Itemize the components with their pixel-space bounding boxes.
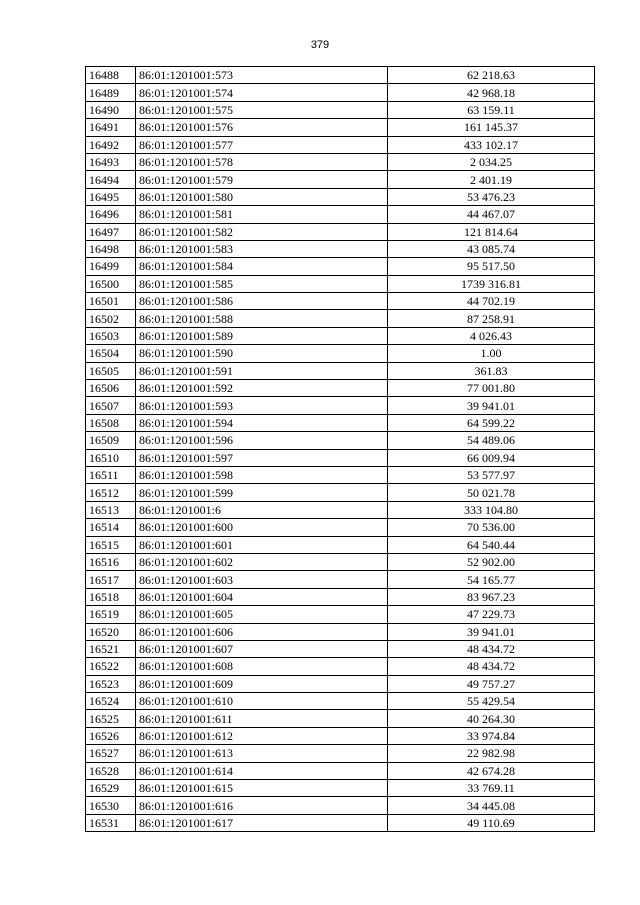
cadastral-number-cell: 86:01:1201001:6 — [136, 501, 388, 518]
cadastral-number-cell: 86:01:1201001:601 — [136, 536, 388, 553]
row-number-cell: 16525 — [86, 710, 136, 727]
cadastral-number-cell: 86:01:1201001:611 — [136, 710, 388, 727]
cadastral-number-cell: 86:01:1201001:573 — [136, 67, 388, 84]
cadastral-value-cell: 64 599.22 — [388, 414, 595, 431]
cadastral-value-cell: 49 757.27 — [388, 675, 595, 692]
table-row — [86, 67, 595, 84]
row-number-cell: 16519 — [86, 606, 136, 623]
cadastral-number-cell: 86:01:1201001:609 — [136, 675, 388, 692]
row-number-cell: 16526 — [86, 727, 136, 744]
cadastral-value-cell: 52 902.00 — [388, 553, 595, 570]
cadastral-number-cell: 86:01:1201001:594 — [136, 414, 388, 431]
page-number: 379 — [310, 39, 330, 51]
row-number-cell: 16504 — [86, 345, 136, 362]
cadastral-number-cell: 86:01:1201001:615 — [136, 780, 388, 797]
row-number-cell: 16527 — [86, 745, 136, 762]
cadastral-number-cell: 86:01:1201001:612 — [136, 727, 388, 744]
table-row — [86, 432, 595, 449]
cadastral-value-cell: 48 434.72 — [388, 640, 595, 657]
cadastral-value-cell: 2 034.25 — [388, 153, 595, 170]
row-number-cell: 16520 — [86, 623, 136, 640]
table-row — [86, 293, 595, 310]
table-row — [86, 153, 595, 170]
row-number-cell: 16498 — [86, 240, 136, 257]
row-number-cell: 16492 — [86, 136, 136, 153]
table-row — [86, 640, 595, 657]
row-number-cell: 16521 — [86, 640, 136, 657]
cadastral-number-cell: 86:01:1201001:599 — [136, 484, 388, 501]
row-number-cell: 16494 — [86, 171, 136, 188]
cadastral-number-cell: 86:01:1201001:584 — [136, 258, 388, 275]
table-row — [86, 693, 595, 710]
cadastral-number-cell: 86:01:1201001:575 — [136, 101, 388, 118]
row-number-cell: 16507 — [86, 397, 136, 414]
row-number-cell: 16508 — [86, 414, 136, 431]
cadastral-value-cell: 43 085.74 — [388, 240, 595, 257]
cadastral-number-cell: 86:01:1201001:600 — [136, 519, 388, 536]
cadastral-number-cell: 86:01:1201001:576 — [136, 119, 388, 136]
table-row — [86, 310, 595, 327]
cadastral-value-cell: 54 165.77 — [388, 571, 595, 588]
cadastral-number-cell: 86:01:1201001:580 — [136, 188, 388, 205]
row-number-cell: 16488 — [86, 67, 136, 84]
row-number-cell: 16505 — [86, 362, 136, 379]
table-row — [86, 762, 595, 779]
table-body — [86, 67, 595, 832]
row-number-cell: 16515 — [86, 536, 136, 553]
table-row — [86, 136, 595, 153]
cadastral-value-cell: 83 967.23 — [388, 588, 595, 605]
table-row — [86, 327, 595, 344]
cadastral-value-cell: 47 229.73 — [388, 606, 595, 623]
row-number-cell: 16506 — [86, 380, 136, 397]
table-row — [86, 606, 595, 623]
cadastral-value-cell: 39 941.01 — [388, 623, 595, 640]
cadastral-value-cell: 53 476.23 — [388, 188, 595, 205]
cadastral-value-cell: 2 401.19 — [388, 171, 595, 188]
table-row — [86, 275, 595, 292]
cadastral-value-cell: 4 026.43 — [388, 327, 595, 344]
row-number-cell: 16530 — [86, 797, 136, 814]
table-row — [86, 553, 595, 570]
row-number-cell: 16510 — [86, 449, 136, 466]
table-row — [86, 258, 595, 275]
cadastral-number-cell: 86:01:1201001:597 — [136, 449, 388, 466]
cadastral-value-cell: 50 021.78 — [388, 484, 595, 501]
table-row — [86, 571, 595, 588]
row-number-cell: 16513 — [86, 501, 136, 518]
cadastral-number-cell: 86:01:1201001:607 — [136, 640, 388, 657]
row-number-cell: 16493 — [86, 153, 136, 170]
cadastral-number-cell: 86:01:1201001:581 — [136, 206, 388, 223]
row-number-cell: 16516 — [86, 553, 136, 570]
cadastral-value-cell: 64 540.44 — [388, 536, 595, 553]
cadastral-number-cell: 86:01:1201001:578 — [136, 153, 388, 170]
table-row — [86, 797, 595, 814]
row-number-cell: 16523 — [86, 675, 136, 692]
cadastral-number-cell: 86:01:1201001:598 — [136, 466, 388, 483]
row-number-cell: 16490 — [86, 101, 136, 118]
cadastral-value-cell: 1739 316.81 — [388, 275, 595, 292]
cadastral-value-cell: 22 982.98 — [388, 745, 595, 762]
cadastral-number-cell: 86:01:1201001:606 — [136, 623, 388, 640]
cadastral-number-cell: 86:01:1201001:585 — [136, 275, 388, 292]
cadastral-number-cell: 86:01:1201001:593 — [136, 397, 388, 414]
row-number-cell: 16496 — [86, 206, 136, 223]
row-number-cell: 16495 — [86, 188, 136, 205]
table-row — [86, 240, 595, 257]
cadastral-value-cell: 87 258.91 — [388, 310, 595, 327]
cadastral-value-cell: 55 429.54 — [388, 693, 595, 710]
cadastral-value-cell: 95 517.50 — [388, 258, 595, 275]
cadastral-value-cell: 39 941.01 — [388, 397, 595, 414]
table-row — [86, 466, 595, 483]
table-row — [86, 345, 595, 362]
cadastral-value-cell: 433 102.17 — [388, 136, 595, 153]
row-number-cell: 16489 — [86, 84, 136, 101]
cadastral-value-cell: 44 702.19 — [388, 293, 595, 310]
cadastral-value-cell: 53 577.97 — [388, 466, 595, 483]
cadastral-value-cell: 63 159.11 — [388, 101, 595, 118]
row-number-cell: 16511 — [86, 466, 136, 483]
row-number-cell: 16518 — [86, 588, 136, 605]
cadastral-number-cell: 86:01:1201001:604 — [136, 588, 388, 605]
row-number-cell: 16509 — [86, 432, 136, 449]
cadastral-number-cell: 86:01:1201001:589 — [136, 327, 388, 344]
row-number-cell: 16501 — [86, 293, 136, 310]
table-row — [86, 380, 595, 397]
cadastral-value-cell: 121 814.64 — [388, 223, 595, 240]
row-number-cell: 16491 — [86, 119, 136, 136]
cadastral-value-cell: 1.00 — [388, 345, 595, 362]
table-row — [86, 727, 595, 744]
table-row — [86, 414, 595, 431]
row-number-cell: 16502 — [86, 310, 136, 327]
cadastral-value-cell: 40 264.30 — [388, 710, 595, 727]
table-row — [86, 675, 595, 692]
cadastral-value-table — [85, 66, 595, 832]
table-row — [86, 171, 595, 188]
cadastral-value-cell: 77 001.80 — [388, 380, 595, 397]
cadastral-value-cell: 33 769.11 — [388, 780, 595, 797]
cadastral-value-cell: 54 489.06 — [388, 432, 595, 449]
cadastral-value-cell: 62 218.63 — [388, 67, 595, 84]
cadastral-number-cell: 86:01:1201001:586 — [136, 293, 388, 310]
table-row — [86, 501, 595, 518]
cadastral-value-cell: 42 674.28 — [388, 762, 595, 779]
cadastral-value-cell: 44 467.07 — [388, 206, 595, 223]
cadastral-number-cell: 86:01:1201001:579 — [136, 171, 388, 188]
table-row — [86, 397, 595, 414]
cadastral-number-cell: 86:01:1201001:582 — [136, 223, 388, 240]
table-row — [86, 484, 595, 501]
cadastral-number-cell: 86:01:1201001:614 — [136, 762, 388, 779]
table-row — [86, 206, 595, 223]
row-number-cell: 16497 — [86, 223, 136, 240]
cadastral-value-cell: 361.83 — [388, 362, 595, 379]
table-row — [86, 780, 595, 797]
table-row — [86, 119, 595, 136]
table-row — [86, 623, 595, 640]
table-row — [86, 101, 595, 118]
table-row — [86, 710, 595, 727]
table-row — [86, 658, 595, 675]
cadastral-value-cell: 70 536.00 — [388, 519, 595, 536]
cadastral-number-cell: 86:01:1201001:590 — [136, 345, 388, 362]
cadastral-value-cell: 42 968.18 — [388, 84, 595, 101]
cadastral-number-cell: 86:01:1201001:592 — [136, 380, 388, 397]
cadastral-number-cell: 86:01:1201001:603 — [136, 571, 388, 588]
row-number-cell: 16500 — [86, 275, 136, 292]
table-row — [86, 84, 595, 101]
table-row — [86, 519, 595, 536]
cadastral-value-cell: 48 434.72 — [388, 658, 595, 675]
cadastral-number-cell: 86:01:1201001:613 — [136, 745, 388, 762]
cadastral-value-cell: 161 145.37 — [388, 119, 595, 136]
row-number-cell: 16499 — [86, 258, 136, 275]
row-number-cell: 16524 — [86, 693, 136, 710]
cadastral-number-cell: 86:01:1201001:583 — [136, 240, 388, 257]
cadastral-value-cell: 33 974.84 — [388, 727, 595, 744]
cadastral-value-cell: 66 009.94 — [388, 449, 595, 466]
row-number-cell: 16512 — [86, 484, 136, 501]
cadastral-number-cell: 86:01:1201001:616 — [136, 797, 388, 814]
cadastral-number-cell: 86:01:1201001:617 — [136, 814, 388, 831]
row-number-cell: 16528 — [86, 762, 136, 779]
cadastral-value-cell: 333 104.80 — [388, 501, 595, 518]
row-number-cell: 16529 — [86, 780, 136, 797]
cadastral-number-cell: 86:01:1201001:608 — [136, 658, 388, 675]
row-number-cell: 16522 — [86, 658, 136, 675]
cadastral-number-cell: 86:01:1201001:610 — [136, 693, 388, 710]
cadastral-number-cell: 86:01:1201001:588 — [136, 310, 388, 327]
table-row — [86, 588, 595, 605]
row-number-cell: 16531 — [86, 814, 136, 831]
cadastral-number-cell: 86:01:1201001:591 — [136, 362, 388, 379]
table-row — [86, 449, 595, 466]
cadastral-value-cell: 34 445.08 — [388, 797, 595, 814]
cadastral-number-cell: 86:01:1201001:574 — [136, 84, 388, 101]
row-number-cell: 16517 — [86, 571, 136, 588]
cadastral-number-cell: 86:01:1201001:596 — [136, 432, 388, 449]
table-row — [86, 223, 595, 240]
row-number-cell: 16514 — [86, 519, 136, 536]
cadastral-number-cell: 86:01:1201001:602 — [136, 553, 388, 570]
cadastral-number-cell: 86:01:1201001:577 — [136, 136, 388, 153]
table-row — [86, 362, 595, 379]
table-row — [86, 814, 595, 831]
cadastral-number-cell: 86:01:1201001:605 — [136, 606, 388, 623]
cadastral-value-cell: 49 110.69 — [388, 814, 595, 831]
table-row — [86, 536, 595, 553]
row-number-cell: 16503 — [86, 327, 136, 344]
table-row — [86, 745, 595, 762]
table-row — [86, 188, 595, 205]
